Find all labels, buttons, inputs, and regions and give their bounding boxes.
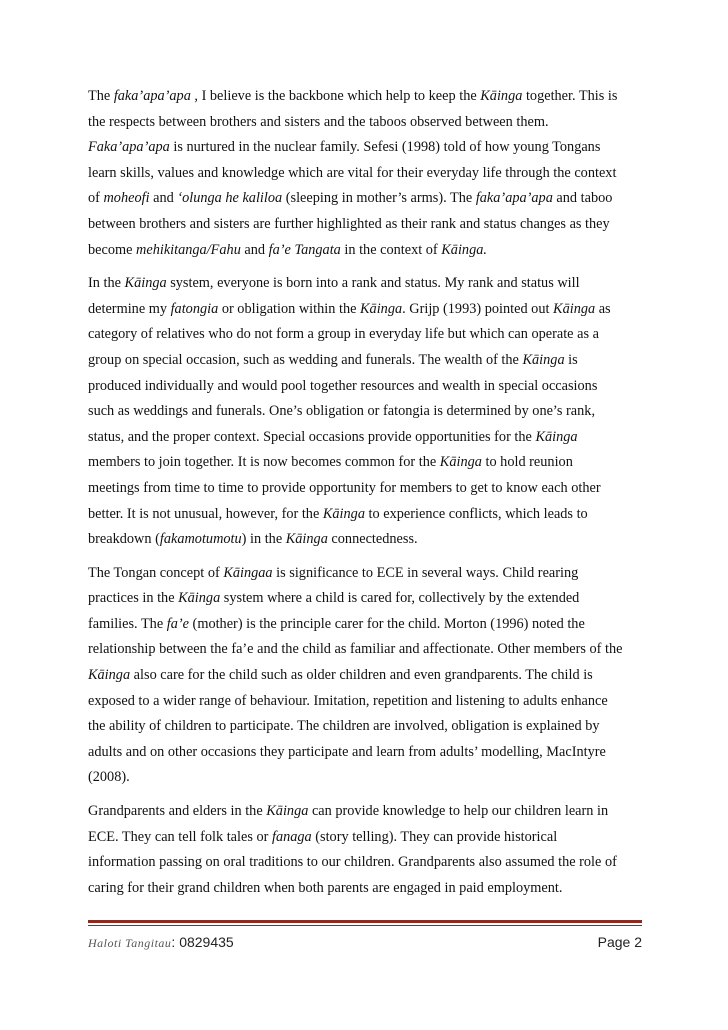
text-run: is [564,351,578,368]
text-line [88,714,644,740]
text-run: of [88,190,104,207]
text-line [88,161,644,187]
text-line [88,110,644,136]
text-run: also care for the child such as older children and even grandparents. The child is [130,667,593,684]
text-run: caring for their grand children when both parents are engaged in paid employment. [88,879,563,896]
italic-text-run: fa’e [166,615,189,632]
text-line [88,450,644,476]
text-run: (mother) is the principle carer for the child. Morton (1996) noted the [188,615,585,632]
text-line [88,135,644,161]
text-line [88,876,644,902]
text-line [88,502,644,528]
text-run: the respects between brothers and sisters and the taboos observed between them. [88,113,549,130]
text-line [88,297,644,323]
text-run: (2008). [88,769,130,786]
italic-text-run: faka’apa’apa [113,88,191,104]
text-line [88,825,644,851]
text-line [88,561,644,587]
text-run: between brothers and sisters are further highlighted as their rank and status changes as they [88,215,610,232]
document-body [88,84,644,909]
text-line [88,527,644,553]
text-run: (story telling). They can provide historical [311,828,558,845]
footer-author-id [88,934,234,951]
text-run: and [240,241,269,258]
italic-text-run: ‘olunga he kaliloa [177,190,283,207]
italic-text-run: mehikitanga/Fahu [136,241,241,258]
text-line [88,348,644,374]
text-run: category of relatives who do not form a group in everyday life but which can operate as a [88,326,599,343]
paragraph [88,84,644,263]
italic-text-run: fanaga [271,828,312,845]
text-run: can provide knowledge to help our children learn in [308,803,609,820]
italic-text-run: Kāinga [124,275,167,292]
text-run: and taboo [552,190,613,207]
text-line [88,212,644,238]
italic-text-run: Kāinga [285,531,328,548]
italic-text-run: Kāinga [535,428,578,445]
text-run: determine my [88,300,171,317]
text-run: the ability of children to participate. The children are involved, obligation is explained by [88,718,600,735]
text-run: . Grijp (1993) pointed out [402,300,554,317]
text-run: practices in the [88,590,179,607]
italic-text-run: Kāinga [522,351,565,368]
text-line [88,637,644,663]
text-run: information passing on oral traditions to our children. Grandparents also assumed the role of [88,854,617,871]
text-run: ) in the [241,531,286,548]
text-line [88,476,644,502]
text-run: families. The [88,615,167,632]
paragraph [88,271,644,553]
text-line [88,186,644,212]
footer-rule-thin [88,925,642,926]
text-run: to experience conflicts, which leads to [364,505,588,522]
text-run: become [88,241,137,258]
text-run: The [88,88,114,104]
text-run: relationship between the fa’e and the child as familiar and affectionate. Other members of the [88,641,623,658]
italic-text-run: Kāinga [439,454,482,471]
text-run: is significance to ECE in several ways. Child rearing [272,564,579,581]
italic-text-run: Kāinga. [441,241,487,258]
text-run: adults and on other occasions they participate and learn from adults’ modelling, MacIntyre [88,743,606,760]
footer-author-name: Haloti Tangitau [88,936,172,950]
text-run: in the context of [340,241,442,258]
italic-text-run: moheofi [103,190,150,207]
text-run: status, and the proper context. Special occasions provide opportunities for the [88,428,536,445]
italic-text-run: faka’apa’apa [475,190,553,207]
text-line [88,850,644,876]
text-run: better. It is not unusual, however, for the [88,505,323,522]
italic-text-run: Kāinga [178,590,221,607]
text-run: (sleeping in mother’s arms). The [282,190,476,207]
footer-page-number: Page 2 [597,934,642,950]
text-run: learn skills, values and knowledge which are vital for their everyday life through the context [88,164,617,181]
italic-text-run: Kāinga [360,300,403,317]
text-line [88,399,644,425]
italic-text-run: fa’e Tangata [268,241,341,258]
text-run: such as weddings and funerals. One’s obligation or fatongia is determined by one’s rank, [88,403,596,420]
text-run: group on special occasion, such as wedding and funerals. The wealth of the [88,351,523,368]
text-run: is nurtured in the nuclear family. Sefesi (1998) told of how young Tongans [169,139,601,156]
italic-text-run: Kāinga [266,803,309,820]
text-run: together. This is [522,88,618,104]
italic-text-run: Kāinga [88,667,131,684]
text-line [88,689,644,715]
text-line [88,612,644,638]
text-run: or obligation within the [218,300,361,317]
text-run: meetings from time to time to provide opportunity for members to get to know each other [88,479,601,496]
text-line [88,322,644,348]
text-run: Grandparents and elders in the [88,803,267,820]
text-run: members to join together. It is now becomes common for the [88,454,440,471]
italic-text-run: Kāinga [553,300,596,317]
text-run: ECE. They can tell folk tales or [88,828,272,845]
italic-text-run: Kāinga [480,88,523,104]
paragraph [88,799,644,901]
text-run: The Tongan concept of [88,564,224,581]
text-line [88,586,644,612]
italic-text-run: Kāingaa [223,564,273,581]
text-run: as [595,300,611,317]
italic-text-run: fakamotumotu [159,531,242,548]
text-run: connectedness. [327,531,418,548]
text-run: system, everyone is born into a rank and status. My rank and status will [166,275,580,292]
paragraph [88,561,644,791]
text-run: breakdown ( [88,531,160,548]
text-run: to hold reunion [481,454,573,471]
text-run: exposed to a wider range of behaviour. Imitation, repetition and listening to adults enhance [88,692,608,709]
italic-text-run: Faka’apa’apa [88,139,170,156]
text-run: system where a child is cared for, collectively by the extended [220,590,580,607]
text-line [88,238,644,264]
text-run: and [149,190,178,207]
text-line [88,799,644,825]
text-line [88,740,644,766]
text-line [88,84,644,110]
text-run: In the [88,275,125,292]
footer-student-id: : 0829435 [171,934,234,950]
italic-text-run: Kāinga [322,505,365,522]
text-line [88,663,644,689]
text-line [88,765,644,791]
footer-rule-thick [88,920,642,923]
text-run: produced individually and would pool together resources and wealth in special occasions [88,377,598,394]
text-run: , I believe is the backbone which help to keep the [190,88,481,104]
italic-text-run: fatongia [170,300,219,317]
text-line [88,374,644,400]
text-line [88,425,644,451]
text-line [88,271,644,297]
